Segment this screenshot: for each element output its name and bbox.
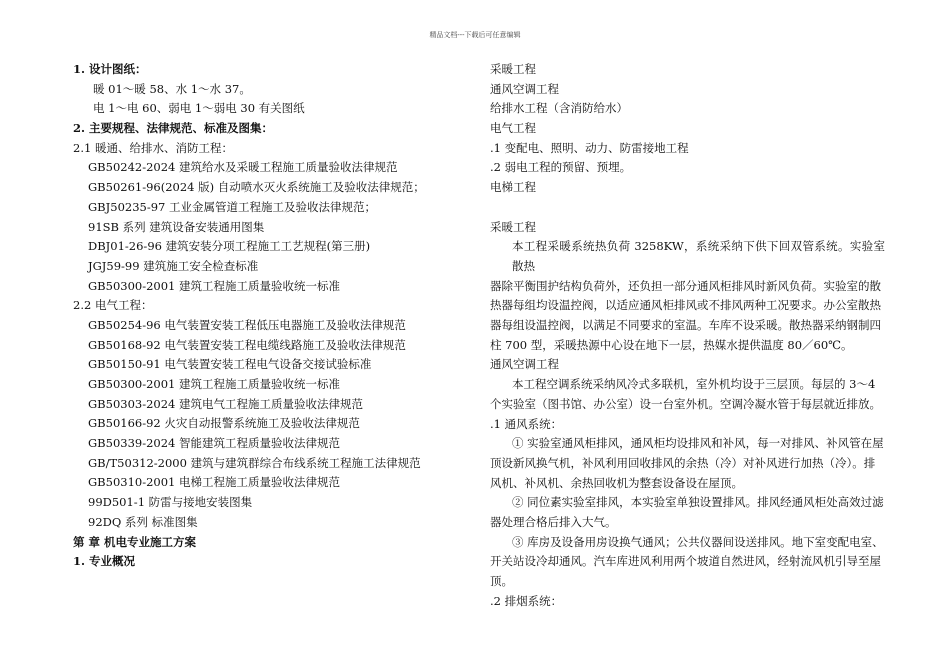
standard-item: 91SB 系列 建筑设备安装通用图集 xyxy=(88,219,265,234)
standard-item: GB50300-2001 建筑工程施工质量验收统一标准 xyxy=(88,278,341,293)
standard-item: GBJ50235-97 工业金属管道工程施工及验收法律规范； xyxy=(88,199,377,214)
heading-design-drawings: 1. 设计图纸： xyxy=(73,62,147,76)
spacer xyxy=(490,198,885,218)
standard-item: GB50261-96(2024 版) 自动喷水灭火系统施工及验收法律规范； xyxy=(88,180,425,195)
paragraph-line: 热器每组均设温控阀，以适应通风柜排风或不排风两种工况要求。办公室散热 xyxy=(490,298,881,313)
toc-item: 通风空调工程 xyxy=(490,81,559,96)
standard-item: GB/T50312-2000 建筑与建筑群综合布线系统工程施工法律规范 xyxy=(88,455,421,470)
standard-item: GB50339-2024 智能建筑工程质量验收法律规范 xyxy=(88,436,341,451)
ventilation-subheading: .1 通风系统： xyxy=(490,416,563,431)
standard-item: GB50168-92 电气装置安装工程电缆线路施工及验收法律规范 xyxy=(88,337,406,352)
vent-paragraph xyxy=(490,375,885,414)
standard-item: GB50166-92 火灾自动报警系统施工及验收法律规范 xyxy=(88,416,360,431)
standard-item: 99D501-1 防雷与接地安装图集 xyxy=(88,495,253,510)
standard-item: GB50300-2001 建筑工程施工质量验收统一标准 xyxy=(88,377,341,391)
chapter-heading: 第 章 机电专业施工方案 xyxy=(73,534,197,549)
paragraph-line: 顶。 xyxy=(490,574,513,589)
paragraph-line: 器处理合格后排入大气。 xyxy=(490,515,617,529)
paragraph-line: ① 实验室通风柜排风，通风柜均设排风和补风，每一对排风、补风管在屋 xyxy=(512,436,884,451)
paragraph-line: 风机、补风机、余热回收机为整套设备设在屋顶。 xyxy=(490,475,743,490)
paragraph-line: 器每组设温控阀，以满足不同要求的室温。车库不设采暖。散热器采纳钢制四 xyxy=(490,318,881,332)
vent-item-3 xyxy=(490,533,885,592)
toc-item: .2 弱电工程的预留、预埋。 xyxy=(490,160,632,175)
drawing-list-line: 暖 01～暖 58、水 1～水 37。 xyxy=(93,81,251,96)
paragraph-line: 柱 700 型，采暖热源中心设在地下一层，热媒水提供温度 80／60℃。 xyxy=(490,337,853,352)
vent-title: 通风空调工程 xyxy=(490,357,559,372)
subheading-electrical: 2.2 电气工程： xyxy=(73,298,153,313)
paragraph-line: 本工程采暖系统热负荷 3258KW，系统采纳下供下回双管系统。实验室散热 xyxy=(512,239,885,273)
standard-item: GB50242-2024 建筑给水及采暖工程施工质量验收法律规范 xyxy=(88,160,398,175)
paragraph-line: 开关站设冷却通风。汽车库进风利用两个坡道自然进风，经射流风机引导至屋 xyxy=(490,554,881,569)
standard-item: DBJ01-26-96 建筑安装分项工程施工工艺规程(第三册) xyxy=(88,239,371,254)
toc-item: 电梯工程 xyxy=(490,180,536,195)
toc-item: 采暖工程 xyxy=(490,62,536,76)
toc-item: 电气工程 xyxy=(490,121,536,136)
paragraph-line: 个实验室（图书馆、办公室）设一台室外机。空调冷凝水管于每层就近排放。 xyxy=(490,396,881,411)
paragraph-line: ② 同位素实验室排风，本实验室单独设置排风。排风经通风柜处高效过滤 xyxy=(512,495,884,510)
toc-item: .1 变配电、照明、动力、防雷接地工程 xyxy=(490,140,689,155)
smoke-exhaust-subheading: .2 排烟系统： xyxy=(490,593,563,608)
heading-overview: 1. 专业概况 xyxy=(73,554,136,569)
standard-item: JGJ59-99 建筑施工安全检查标准 xyxy=(88,258,259,273)
drawing-list-line: 电 1～电 60、弱电 1～弱电 30 有关图纸 xyxy=(93,101,305,116)
standard-item: GB50303-2024 建筑电气工程施工质量验收法律规范 xyxy=(88,396,364,411)
standard-item: GB50150-91 电气装置安装工程电气设备交接试验标准 xyxy=(88,357,372,372)
vent-item-2 xyxy=(490,493,885,532)
right-column xyxy=(490,60,885,612)
heading-standards: 2. 主要规程、法律规范、标准及图集： xyxy=(73,121,274,136)
paragraph-line: 顶设新风换气机，补风利用回收排风的余热（冷）对补风进行加热（冷）。排 xyxy=(490,455,876,470)
toc-item: 给排水工程（含消防给水） xyxy=(490,101,628,116)
heating-paragraph xyxy=(490,237,885,355)
standard-item: GB50254-96 电气装置安装工程低压电器施工及验收法律规范 xyxy=(88,317,406,332)
standard-item: 92DQ 系列 标准图集 xyxy=(88,514,198,529)
paragraph-line: 本工程空调系统采纳风冷式多联机，室外机均设于三层顶。每层的 3～4 xyxy=(512,377,876,392)
vent-item-1 xyxy=(490,434,885,493)
paragraph-line: 器除平衡围护结构负荷外，还负担一部分通风柜排风时新风负荷。实验室的散 xyxy=(490,278,881,293)
paragraph-line: ③ 库房及设备用房设换气通风；公共仪器间设送排风。地下室变配电室、 xyxy=(512,534,884,549)
subheading-hvac: 2.1 暖通、给排水、消防工程： xyxy=(73,140,233,155)
page-header: 精品文档---下载后可任意编辑 xyxy=(429,31,521,39)
heating-title: 采暖工程 xyxy=(490,219,536,234)
left-column xyxy=(73,60,473,572)
standard-item: GB50310-2001 电梯工程施工质量验收法律规范 xyxy=(88,475,341,490)
